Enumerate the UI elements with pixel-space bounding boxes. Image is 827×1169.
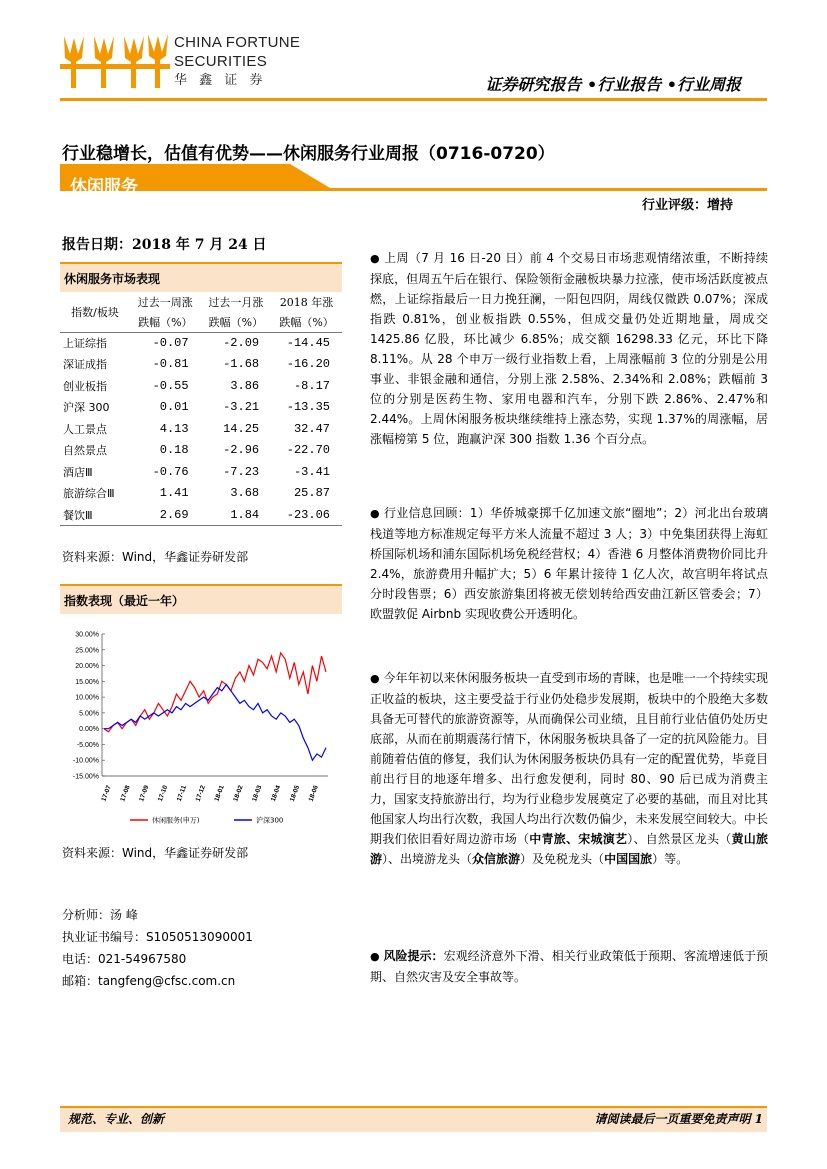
table-source: 资料来源：Wind，华鑫证券研发部 [62,550,249,564]
paragraph-industry-news: ● 行业信息回顾：1）华侨城豪掷千亿加速文旅“圈地”；2）河北出台玻璃栈道等地方标准规定每平方米人流量不超过 3 人；3）中免集团获得上海虹桥国际机场和浦东国际机场免税经营权；4）香港 6 月整体消费物价同比升 2.4%，旅游费用升幅扩大；5）6 年累计接待 1 亿人次，故宫明年将试点分时段售票；6）西安旅游集团将被无偿划转给西安曲江新区管委会；7）欧盟敦促 Airbnb 实现收费公开透明化。 [370,506,768,621]
chart-source: 资料来源：Wind，华鑫证券研发部 [62,846,249,860]
row-week: 4.13 [159,421,189,436]
y-tick-label: 0.00% [79,726,99,734]
row-month: -2.09 [223,336,260,350]
market-table [60,292,342,526]
x-tick-label: 17-07 [100,784,113,803]
report-title: 行业稳增长，估值有优势——休闲服务行业周报（0716-0720） [62,144,555,164]
paragraph-market-review: ● 上周（7 月 16 日-20 日）前 4 个交易日市场悲观情绪浓重，不断持续探底，但周五午后在银行、保险领衔金融板块暴力拉涨，使市场活跃度被点燃，上证综指最后一日力挽狂澜，一阳包四阴，周线仅微跌 0.07%；深成指跌 0.81%，创业板指跌 0.55%，但成交量仍处近期地量，周成交 1425.86 亿股，环比减少 6.85%；成交额 16298.33 亿元，环比下降 8.11%。从 28 个申万一级行业指数上看，上周涨幅前 3 位的分别是公用事业、非银金融和通信，分别上涨 2.58%、2.34%和 2.08%；跌幅前 3 位的分别是医药生物、家用电器和汽车，分别下跌 2.86%、2.47%和 2.44%。上周休闲服务板块继续维持上涨态势，实现 1.37%的周涨幅，居涨幅榜第 5 位，跑赢沪深 300 指数 1.36 个百分点。 [370,251,768,446]
y-tick-label: 10.00% [75,694,99,702]
row-name: 人工景点 [63,422,107,436]
row-year: -13.35 [286,400,330,415]
footer-slogan: 规范、专业、创新 [68,1112,165,1126]
industry-rating: 行业评级：增持 [641,198,733,213]
row-month: -7.23 [223,464,260,479]
col-header-week-unit: 跌幅（%） [130,312,201,332]
row-month: 1.84 [201,504,272,526]
analyst-email: 邮箱：tangfeng@cfsc.com.cn [62,974,236,988]
row-week: -0.76 [152,464,189,479]
col-header-index: 指数/板块 [60,292,130,332]
analyst-phone: 电话：021-54967580 [62,952,187,966]
col-header-year-unit: 跌幅（%） [271,312,342,332]
chart-section-heading: 指数表现（最近一年） [60,584,342,614]
row-year: -23.06 [271,504,342,526]
table-row [60,397,342,419]
row-month: 3.68 [230,486,260,501]
x-tick-label: 17-09 [138,784,151,803]
row-name: 上证综指 [63,337,107,350]
table-row [60,332,342,354]
y-tick-label: 30.00% [75,631,99,639]
table-row [60,483,342,505]
row-month: -3.21 [223,400,260,415]
x-tick-label: 17-12 [194,784,207,803]
row-month: 3.86 [230,378,260,393]
x-tick-label: 18-04 [269,784,283,803]
row-month: 14.25 [223,421,260,436]
y-tick-label: -10.00% [72,757,99,765]
table-row [60,461,342,483]
row-name: 餐饮Ⅲ [60,504,130,526]
row-week: 2.69 [130,504,201,526]
paragraph-outlook: ● 今年年初以来休闲服务板块一直受到市场的青睐，也是唯一一个持续实现正收益的板块，这主要受益于行业仍处稳步发展期，板块中的个股绝大多数具备无可替代的旅游资源等，从而确保公司业绩，且目前行业估值仍处历史底部，从而在前期震荡行情下，休闲服务板块具备了一定的抗风险能力。目前随着估值的修复，我们认为休闲服务板块仍具有一定的配置优势，毕竟目前出行目的地逐年增多、出行愈发便利，同时 80、90 后已成为消费主力，国家支持旅游出行，均为行业稳步发展奠定了必要的基础，而且对比其他国家人均出行次数，我国人均出行次数仍偏少，未来发展空间较大。中长期我们依旧看好周边游市场（中青旅、宋城演艺）、自然景区龙头（黄山旅游）、出境游龙头（众信旅游）及免税龙头（中国国旅）等。 [370,671,768,866]
row-week: -0.55 [152,378,189,393]
market-section-heading: 休闲服务市场表现 [60,262,342,292]
bullet-icon: ● [370,507,380,520]
row-year: -22.70 [286,443,330,458]
legend-label: 休闲服务(申万) [152,816,200,825]
table-row [60,504,342,526]
table-row [60,375,342,397]
company-logo [60,28,170,90]
y-tick-label: 20.00% [75,663,99,671]
x-tick-label: 17-08 [119,784,132,803]
analyst-cert: 执业证书编号：S1050513090001 [62,930,253,944]
row-month: -2.96 [223,443,260,458]
row-week: 1.41 [159,486,189,501]
row-name: 酒店Ⅲ [63,465,93,479]
bullet-icon: ● [370,252,380,265]
analyst-name: 分析师：汤 峰 [62,908,138,922]
y-tick-label: 15.00% [75,678,99,686]
bullet-icon: ● [370,950,380,963]
table-row [60,354,342,376]
brand-name-cn: 华 鑫 证 券 [174,73,267,88]
row-week: -0.81 [152,357,189,372]
row-week: 0.18 [159,443,189,458]
col-header-year: 2018 年涨 [279,296,334,309]
table-row [60,418,342,440]
row-name: 深证成指 [63,358,107,372]
row-name: 沪深 300 [63,401,110,415]
row-name: 创业板指 [63,379,107,393]
x-tick-label: 18-01 [213,784,226,803]
row-year: -8.17 [293,378,330,393]
table-row [60,440,342,462]
row-name: 自然景点 [63,444,107,458]
x-tick-label: 17-11 [175,784,188,803]
col-header-month-unit: 跌幅（%） [201,312,272,332]
row-year: 32.47 [293,421,330,436]
row-year: -16.20 [286,357,330,372]
y-tick-label: 5.00% [79,710,99,718]
row-week: 0.01 [159,400,189,415]
report-date: 报告日期：2018 年 7 月 24 日 [62,237,267,253]
bullet-icon: ● [370,672,380,685]
x-tick-label: 18-05 [288,784,302,803]
x-tick-label: 17-10 [156,784,170,803]
legend-label: 沪深300 [256,816,284,825]
row-year: -14.45 [286,336,330,350]
index-performance-chart [60,622,340,832]
row-year: -3.41 [293,464,330,479]
row-year: 25.87 [293,486,330,501]
paragraph-risk: ● 风险提示：宏观经济意外下滑、相关行业政策低于预期、客流增速低于预期、自然灾害及安全事故等。 [370,949,768,984]
row-week: -0.07 [152,336,189,350]
industry-label: 休闲服务 [70,177,138,197]
report-series: 证券研究报告 •行业报告 •行业周报 [485,75,741,94]
brand-name-en: CHINA FORTUNE SECURITIES [174,34,301,70]
col-header-month: 过去一月涨 [208,296,264,309]
header-rule [60,98,767,101]
footer-disclaimer: 请阅读最后一页重要免责声明 1 [594,1112,763,1126]
y-tick-label: -15.00% [72,773,99,781]
row-month: -1.68 [223,357,260,372]
x-tick-label: 18-03 [251,784,264,803]
x-tick-label: 18-02 [232,784,245,803]
y-tick-label: -5.00% [76,741,99,749]
row-name: 旅游综合Ⅲ [63,487,115,501]
col-header-week: 过去一周涨 [137,296,193,309]
x-tick-label: 18-06 [307,784,320,803]
y-tick-label: 25.00% [75,647,99,655]
